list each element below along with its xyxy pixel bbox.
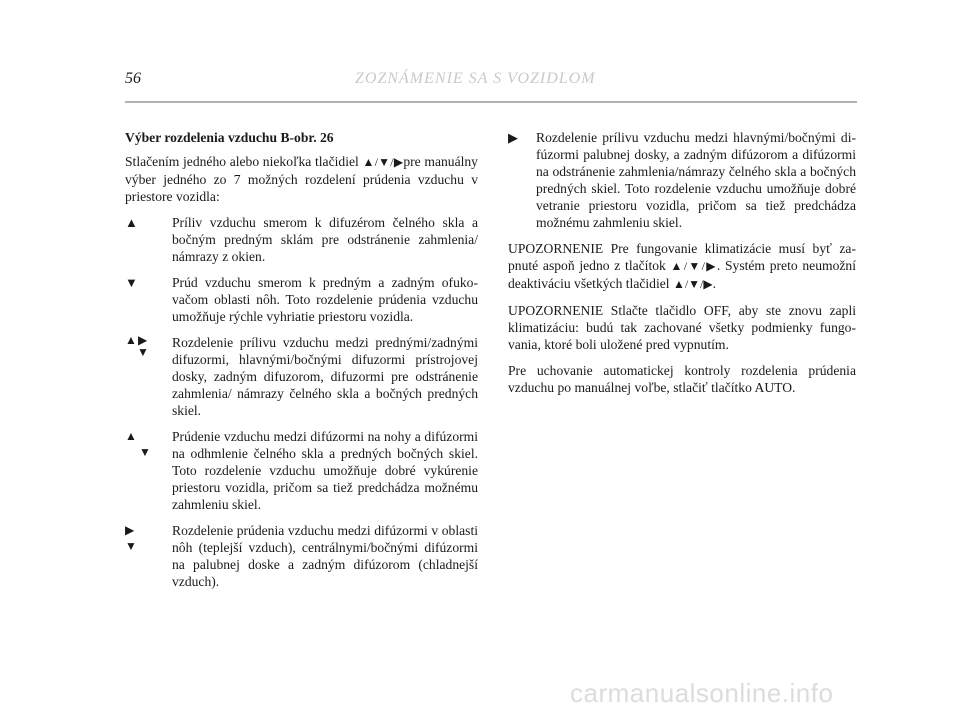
mode-buttons-symbols: ▲/▼/▶ (362, 155, 404, 169)
intro-text-b: pre manuálny výber jedného zo 7 možných rozdelení prúdenia vzduchu v priestore vozidla: (125, 154, 478, 204)
list-item (125, 522, 478, 590)
right-column (508, 129, 856, 405)
page-number: 56 (125, 70, 141, 87)
chapter-title: ZOZNÁMENIE SA S VOZIDLOM (355, 70, 596, 87)
list-item-text: Rozdelenie prílivu vzduchu medzi prednými/zadnými difuzormi, hlavnými/bočnými difuzormi prístrojovej dosky, zadným difuzorom, difuzormi pre odstránenie zahmlenia/ námrazy čelného skla a bočných predných skiel. (172, 335, 478, 418)
note-text: UPOZORNENIE Pre fungovanie klimatizácie musí byť zapnuté aspoň jedno z tlačítok (508, 241, 856, 273)
note-text: . Systém preto neumožní deaktiváciu všetkých tlačidiel (508, 258, 856, 291)
combo-symbol (125, 522, 172, 556)
combo-symbol (125, 334, 172, 368)
intro-text-a: Stlačením jedného alebo niekoľka tlačidiel (125, 154, 363, 169)
arrow-right-icon: ▶ (138, 333, 148, 347)
arrow-right-icon: ▶ (508, 130, 518, 145)
arrow-right-icon: ▶ (125, 523, 135, 537)
list-item-text: Rozdelenie prúdenia vzduchu medzi difúzormi v oblasti nôh (teplejší vzduch), centrálnymi/bočnými difúzormi na palubnej doske a zadným difúzorom (chladnejší vzduch). (172, 523, 478, 589)
header-divider (125, 101, 857, 103)
arrow-up-icon: ▲ (125, 429, 137, 443)
arrow-down-icon: ▼ (125, 275, 138, 290)
list-item (125, 334, 478, 419)
arrow-up-icon: ▲ (125, 333, 137, 347)
arrow-up-icon: ▲ (125, 215, 138, 230)
list-item-text: Rozdelenie prílivu vzduchu medzi hlavnými/bočnými difúzormi palubnej dosky, a zadným difúzorom a difúzormi na odstránenie zahmlenia/námrazy čelného skla a bočných predných skiel. Toto rozdelenie vzduchu umožňuje dobré vetranie priestoru vozidla, pričom sa tiež predchádza možnému zahmleniu skiel. (536, 130, 856, 230)
mode-buttons-symbols: ▲/▼/▶ (672, 277, 713, 291)
mode-buttons-symbols: ▲/▼/▶ (670, 259, 717, 273)
paragraph: Pre uchovanie automatickej kontroly rozdelenia prúdenia vzduchu po manuálnej voľbe, stlačiť tlačítko AUTO. (508, 363, 856, 395)
list-item-text: Príliv vzduchu smerom k difuzérom čelného skla a bočným predným sklám pre odstránenie zahmlenia/ námrazy z okien. (172, 215, 478, 264)
arrow-down-icon: ▼ (137, 345, 149, 359)
list-item-text: Prúdenie vzduchu medzi difúzormi na nohy a difúzormi na odhmlenie čelného skla a predných bočných skiel. Toto rozdelenie vzduchu umožňuje dobré vykúrenie priestoru vozidla, pričom sa tiež predchádza možnému zahmleniu skiel. (172, 429, 478, 512)
list-item-text: Prúd vzduchu smerom k predným a zadným ofukovačom oblasti nôh. Toto rozdelenie prúdenia vzduchu umožňuje rýchle vyhriatie priestoru vozidla. (172, 275, 478, 324)
left-column (125, 129, 478, 599)
combo-symbol (125, 428, 172, 462)
arrow-down-icon: ▼ (139, 445, 151, 459)
list-item (125, 214, 478, 265)
intro-paragraph (125, 153, 478, 205)
list-item (125, 428, 478, 513)
warning-note (508, 240, 856, 293)
list-item (125, 274, 478, 325)
note-text: . (712, 276, 717, 291)
list-item (508, 129, 856, 231)
arrow-down-icon: ▼ (125, 539, 137, 553)
warning-note: UPOZORNENIE Stlačte tlačidlo OFF, aby ste znovu zapli klimatizáciu: budú tak zachované všetky podmienky fungovania, ktoré boli uložené pred vypnutím. (508, 303, 856, 352)
section-heading: Výber rozdelenia vzduchu B-obr. 26 (125, 130, 334, 145)
watermark: carmanualsonline.info (570, 678, 834, 708)
